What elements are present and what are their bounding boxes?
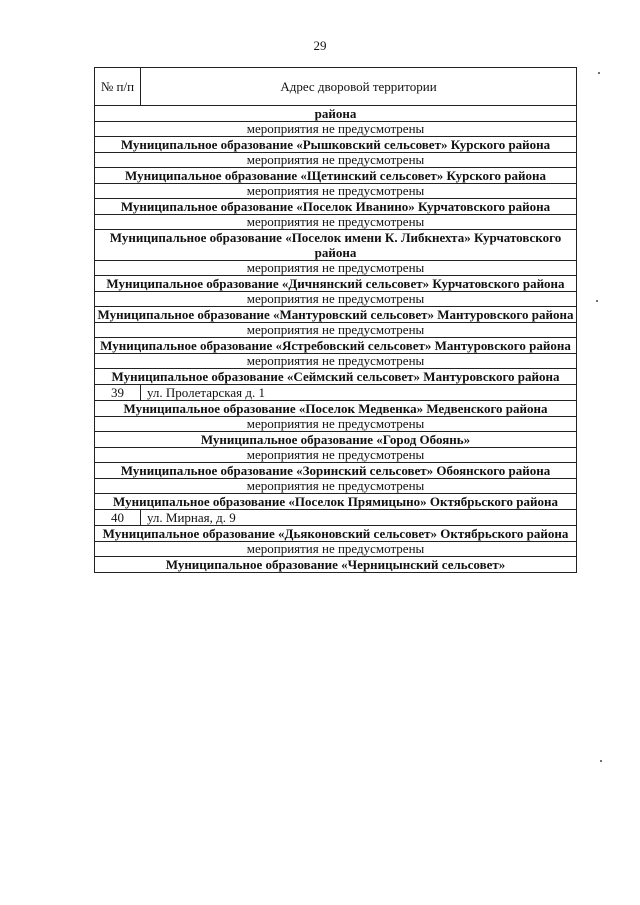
table-row-note [95,215,577,230]
municipality-heading: Муниципальное образование «Ястребовский сельсовет» Мантуровского района [95,338,577,354]
municipality-heading: Муниципальное образование «Щетинский сельсовет» Курского района [95,168,577,184]
no-measures-note: мероприятия не предусмотрены [95,542,577,557]
scan-speck [600,760,602,762]
table-row-note [95,153,577,168]
table-body [95,68,577,573]
header-address: Адрес дворовой территории [141,68,577,106]
table-row-note [95,417,577,432]
no-measures-note: мероприятия не предусмотрены [95,153,577,168]
table-row-note [95,354,577,369]
table-row-section [95,137,577,153]
table-row-note [95,122,577,137]
table-row-item [95,385,577,401]
table-row-section [95,168,577,184]
no-measures-note: мероприятия не предусмотрены [95,417,577,432]
no-measures-note: мероприятия не предусмотрены [95,448,577,463]
address-table [94,67,577,573]
table-row-note [95,479,577,494]
table-row-note [95,184,577,199]
table-row-section [95,307,577,323]
municipality-heading: Муниципальное образование «Поселок Прямицыно» Октябрьского района [95,494,577,510]
municipality-heading: Муниципальное образование «Зоринский сельсовет» Обоянского района [95,463,577,479]
no-measures-note: мероприятия не предусмотрены [95,261,577,276]
municipality-heading: Муниципальное образование «Поселок имени К. Либкнехта» Курчатовского района [95,230,577,261]
item-number: 39 [95,385,141,401]
municipality-heading: Муниципальное образование «Поселок Иванино» Курчатовского района [95,199,577,215]
table-row-section [95,369,577,385]
table-row-note [95,292,577,307]
table-row-section [95,463,577,479]
item-number: 40 [95,510,141,526]
header-number: № п/п [95,68,141,106]
no-measures-note: мероприятия не предусмотрены [95,292,577,307]
table-row-section [95,494,577,510]
municipality-heading: Муниципальное образование «Город Обоянь» [95,432,577,448]
municipality-heading: Муниципальное образование «Поселок Медвенка» Медвенского района [95,401,577,417]
page-number: 29 [313,38,327,53]
municipality-heading: Муниципальное образование «Дьяконовский сельсовет» Октябрьского района [95,526,577,542]
table-row-section [95,230,577,261]
table-row-section [95,338,577,354]
scan-speck [596,300,598,302]
municipality-heading: Муниципальное образование «Сеймский сельсовет» Мантуровского района [95,369,577,385]
table-row-section [95,106,577,122]
table-row-item [95,510,577,526]
table-header-row [95,68,577,106]
table-row-note [95,542,577,557]
municipality-heading: Муниципальное образование «Черницынский сельсовет» [95,557,577,573]
item-address: ул. Мирная, д. 9 [141,510,577,526]
municipality-heading: района [95,106,577,122]
item-address: ул. Пролетарская д. 1 [141,385,577,401]
table-row-section [95,557,577,573]
no-measures-note: мероприятия не предусмотрены [95,215,577,230]
table-row-section [95,199,577,215]
table-row-section [95,276,577,292]
no-measures-note: мероприятия не предусмотрены [95,122,577,137]
no-measures-note: мероприятия не предусмотрены [95,184,577,199]
table-row-note [95,448,577,463]
municipality-heading: Муниципальное образование «Дичнянский сельсовет» Курчатовского района [95,276,577,292]
no-measures-note: мероприятия не предусмотрены [95,354,577,369]
municipality-heading: Муниципальное образование «Мантуровский сельсовет» Мантуровского района [95,307,577,323]
table-row-section [95,526,577,542]
scan-speck [598,72,600,74]
table-row-note [95,323,577,338]
table-row-note [95,261,577,276]
table-row-section [95,432,577,448]
no-measures-note: мероприятия не предусмотрены [95,323,577,338]
table-row-section [95,401,577,417]
municipality-heading: Муниципальное образование «Рышковский сельсовет» Курского района [95,137,577,153]
no-measures-note: мероприятия не предусмотрены [95,479,577,494]
